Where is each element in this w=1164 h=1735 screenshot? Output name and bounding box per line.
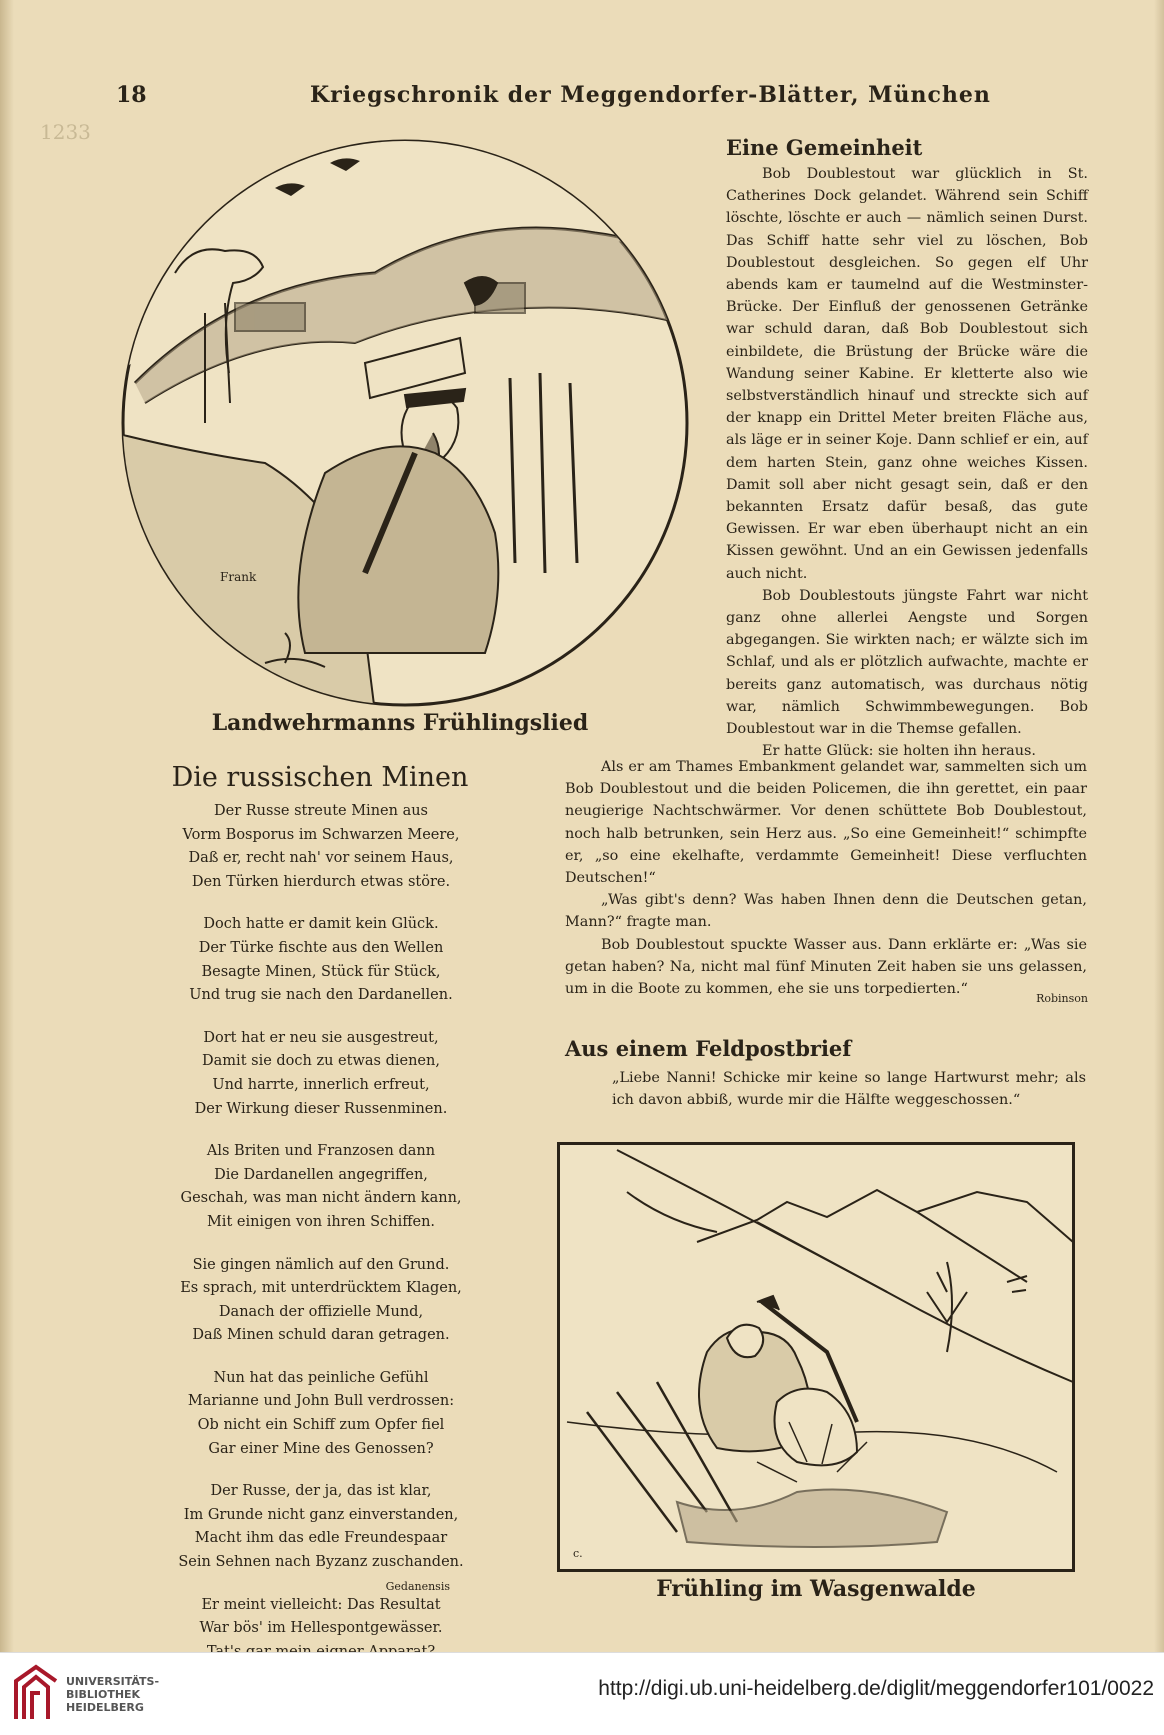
poem-line: Der Russe streute Minen aus bbox=[214, 803, 428, 819]
poem-stanza bbox=[148, 1254, 494, 1348]
library-name-line: HEIDELBERG bbox=[66, 1701, 144, 1714]
poem-line: Vorm Bosporus im Schwarzen Meere, bbox=[182, 826, 460, 843]
letter-title: Aus einem Feldpostbrief bbox=[565, 1036, 852, 1061]
poem-line: Ob nicht ein Schiff zum Opfer fiel bbox=[197, 1417, 445, 1434]
university-library-logo-icon bbox=[12, 1663, 60, 1723]
poem-line: Dort hat er neu sie ausgestreut, bbox=[203, 1029, 439, 1046]
poem-line: Sie gingen nämlich auf den Grund. bbox=[192, 1256, 450, 1273]
poem-line: Er meint vielleicht: Das Resultat bbox=[201, 1596, 441, 1613]
poem-title: Die russischen Minen bbox=[171, 762, 469, 793]
poem-stanza bbox=[148, 1480, 494, 1574]
poem-line: Besagte Minen, Stück für Stück, bbox=[201, 963, 441, 980]
story-paragraph: Bob Doublestout war glücklich in St. Catherines Dock gelandet. Während sein Schiff löschte, löschte er auch — nämlich seinen Durst. Das Schiff hatte sehr viel zu löschen, Bob Doublestout desgleichen. So gegen elf Uhr abends kam er taumelnd auf die Westminster-Brücke. Der Einfluß der genossenen Getränke war schuld daran, daß Bob Doublestout sich einbildete, die Brüstung der Brücke wäre die Wandung seiner Kabine. Er kletterte also wie selbstverständlich hinauf und streckte sich auf der knapp ein Drittel Meter breiten Fläche aus, als läge er in seiner Koje. Dann schlief er ein, auf dem harten Stein, ganz ohne weiches Kissen. Damit soll aber nicht gesagt sein, daß er den bekannten Ersatz dafür besaß, das gute Gewissen. Er war eben überhaupt nicht an ein Kissen gewöhnt. Und an ein Gewissen jedenfalls auch nicht. bbox=[726, 166, 1088, 582]
poem-line: Den Türken hierdurch etwas störe. bbox=[191, 873, 451, 890]
illustration-caption: Landwehrmanns Frühlingslied bbox=[211, 710, 589, 736]
poem-body bbox=[148, 800, 494, 1707]
story-paragraph: Als er am Thames Embankment gelandet war, sammelten sich um Bob Doublestout und die beiden Policemen, die ihn gerettet, ein paar neugierige Nachtschwärmer. Vor denen schüttete Bob Doublestout, noch halb betrunken, sein Herz aus. „So eine Gemeinheit!“ schimpfte er, „so eine ekelhafte, verdammte Gemeinheit! Diese verfluchten Deutschen!“ bbox=[565, 759, 1087, 887]
poem-line: Damit sie doch zu etwas dienen, bbox=[202, 1053, 440, 1070]
poem-stanza bbox=[148, 1367, 494, 1461]
poem-line: Marianne und John Bull verdrossen: bbox=[187, 1393, 455, 1410]
faint-page-number: 1233 bbox=[40, 120, 91, 144]
library-name-line: BIBLIOTHEK bbox=[66, 1688, 141, 1701]
poem-line: Die Dardanellen angegriffen, bbox=[214, 1166, 428, 1183]
poem-line: Macht ihm das edle Freundespaar bbox=[194, 1530, 448, 1547]
poem-line: Der Wirkung dieser Russenminen. bbox=[194, 1100, 448, 1117]
poem-line: Sein Sehnen nach Byzanz zuschanden. bbox=[178, 1554, 464, 1571]
story-title: Eine Gemeinheit bbox=[726, 135, 923, 160]
poem-line: Im Grunde nicht ganz einverstanden, bbox=[183, 1506, 459, 1523]
letter-text: „Liebe Nanni! Schicke mir keine so lange Hartwurst mehr; als ich davon abbiß, wurde mir die Hälfte weggeschossen.“ bbox=[612, 1070, 1086, 1108]
poem-stanza bbox=[148, 800, 494, 894]
illustration-caption: Frühling im Wasgenwalde bbox=[656, 1576, 976, 1602]
poem-line: Nun hat das peinliche Gefühl bbox=[213, 1369, 429, 1386]
story-paragraph: „Was gibt's denn? Was haben Ihnen denn die Deutschen getan, Mann?“ fragte man. bbox=[565, 892, 1087, 931]
story-column bbox=[726, 163, 1088, 762]
poem-line: Mit einigen von ihren Schiffen. bbox=[206, 1213, 436, 1230]
poem-line: Und trug sie nach den Dardanellen. bbox=[189, 987, 453, 1004]
poem-line: Danach der offizielle Mund, bbox=[218, 1303, 424, 1320]
story-paragraph: Er hatte Glück: sie holten ihn heraus. bbox=[762, 743, 1036, 760]
poem-line: Und harrte, innerlich erfreut, bbox=[212, 1076, 430, 1093]
landwehrmann-illustration bbox=[115, 133, 695, 713]
story-author: Robinson bbox=[1036, 992, 1088, 1005]
letter-body bbox=[612, 1067, 1086, 1111]
poem-stanza bbox=[148, 1027, 494, 1121]
source-url-link[interactable]: http://digi.ub.uni-heidelberg.de/diglit/meggendorfer101/0022 bbox=[598, 1677, 1154, 1700]
page-number: 18 bbox=[116, 82, 147, 108]
library-name-line: UNIVERSITÄTS- bbox=[66, 1675, 160, 1688]
poem-line: Geschah, was man nicht ändern kann, bbox=[180, 1190, 462, 1207]
poem-line: Der Russe, der ja, das ist klar, bbox=[210, 1483, 432, 1500]
story-paragraph: Bob Doublestouts jüngste Fahrt war nicht ganz ohne allerlei Aengste und Sorgen abgegangen. Sie wirkten nach; er wälzte sich im Schlaf, und als er plötzlich aufwachte, machte er bereits ganz automatisch, was durchaus nötig war, nämlich Schwimmbewegungen. Bob Doublestout war in die Themse gefallen. bbox=[726, 587, 1088, 738]
poem-line: Als Briten und Franzosen dann bbox=[206, 1143, 436, 1160]
poem-stanza bbox=[148, 1140, 494, 1234]
poem-author: Gedanensis bbox=[385, 1580, 450, 1593]
wasgenwald-illustration bbox=[557, 1142, 1075, 1572]
poem-stanza bbox=[148, 913, 494, 1007]
poem-line: Der Türke fischte aus den Wellen bbox=[198, 939, 444, 956]
poem-line: Daß Minen schuld daran getragen. bbox=[192, 1327, 450, 1344]
svg-text:c.: c. bbox=[573, 1547, 583, 1560]
library-name bbox=[66, 1675, 159, 1714]
story-paragraph: Bob Doublestout spuckte Wasser aus. Dann erklärte er: „Was sie getan haben? Na, nicht mal fünf Minuten Zeit haben sie uns gelassen, um in die Boote zu kommen, ehe sie uns torpedierten.“ bbox=[565, 936, 1087, 998]
running-title: Kriegschronik der Meggendorfer-Blätter, München bbox=[310, 82, 991, 108]
illustration-signature: Frank bbox=[220, 570, 257, 584]
poem-line: Doch hatte er damit kein Glück. bbox=[203, 916, 439, 933]
poem-line: Es sprach, mit unterdrücktem Klagen, bbox=[180, 1280, 462, 1297]
library-footer bbox=[0, 1652, 1164, 1735]
poem-line: Daß er, recht nah' vor seinem Haus, bbox=[188, 850, 454, 867]
poem-line: Gar einer Mine des Genossen? bbox=[208, 1440, 434, 1457]
poem-line: War bös' im Hellespontgewässer. bbox=[199, 1620, 443, 1637]
story-wide-column bbox=[565, 756, 1087, 1000]
